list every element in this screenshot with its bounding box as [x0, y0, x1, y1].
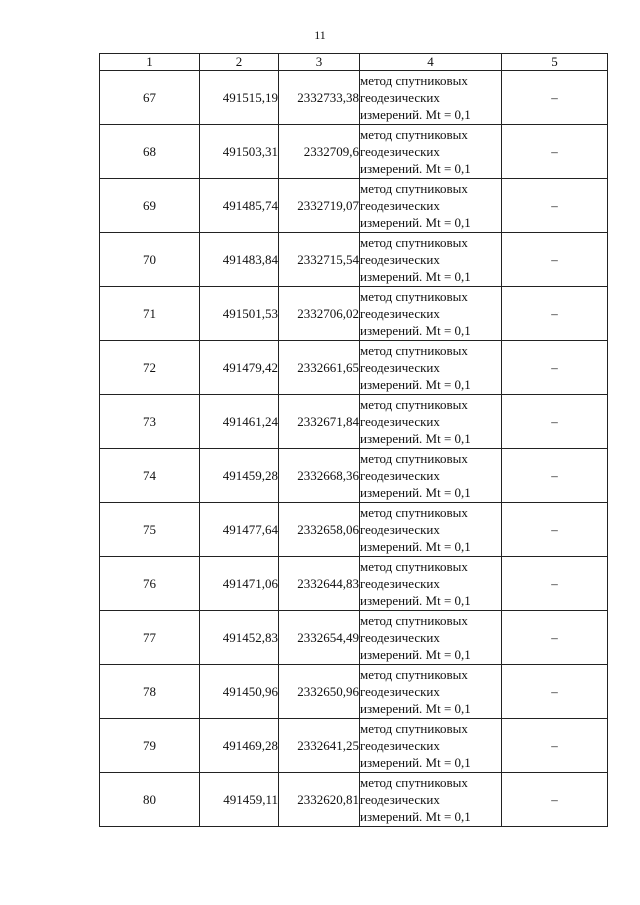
- table-row: [100, 503, 608, 557]
- x-coordinate-cell: 491459,11: [200, 773, 279, 827]
- table-row: [100, 125, 608, 179]
- x-coordinate-cell: 491485,74: [200, 179, 279, 233]
- table-row: [100, 449, 608, 503]
- method-cell: метод спутниковых геодезических измерений. Mt = 0,1: [360, 179, 502, 233]
- table-header-row: [100, 54, 608, 71]
- point-number-cell: 73: [100, 395, 200, 449]
- y-coordinate-cell: 2332706,02: [279, 287, 360, 341]
- note-cell: –: [502, 665, 608, 719]
- method-cell: метод спутниковых геодезических измерений. Mt = 0,1: [360, 503, 502, 557]
- column-header-4: 4: [360, 54, 502, 71]
- table-row: [100, 665, 608, 719]
- note-cell: –: [502, 395, 608, 449]
- method-cell: метод спутниковых геодезических измерений. Mt = 0,1: [360, 719, 502, 773]
- note-cell: –: [502, 233, 608, 287]
- table-row: [100, 557, 608, 611]
- point-number-cell: 77: [100, 611, 200, 665]
- method-cell: метод спутниковых геодезических измерений. Mt = 0,1: [360, 287, 502, 341]
- method-cell: метод спутниковых геодезических измерений. Mt = 0,1: [360, 395, 502, 449]
- note-cell: –: [502, 71, 608, 125]
- y-coordinate-cell: 2332671,84: [279, 395, 360, 449]
- method-cell: метод спутниковых геодезических измерений. Mt = 0,1: [360, 665, 502, 719]
- page-number: 11: [314, 28, 326, 42]
- table-row: [100, 71, 608, 125]
- table-row: [100, 341, 608, 395]
- point-number-cell: 74: [100, 449, 200, 503]
- y-coordinate-cell: 2332719,07: [279, 179, 360, 233]
- point-number-cell: 68: [100, 125, 200, 179]
- point-number-cell: 70: [100, 233, 200, 287]
- method-cell: метод спутниковых геодезических измерений. Mt = 0,1: [360, 233, 502, 287]
- point-number-cell: 78: [100, 665, 200, 719]
- note-cell: –: [502, 179, 608, 233]
- y-coordinate-cell: 2332658,06: [279, 503, 360, 557]
- method-cell: метод спутниковых геодезических измерений. Mt = 0,1: [360, 449, 502, 503]
- method-cell: метод спутниковых геодезических измерений. Mt = 0,1: [360, 557, 502, 611]
- y-coordinate-cell: 2332620,81: [279, 773, 360, 827]
- point-number-cell: 67: [100, 71, 200, 125]
- x-coordinate-cell: 491515,19: [200, 71, 279, 125]
- y-coordinate-cell: 2332733,38: [279, 71, 360, 125]
- column-header-5: 5: [502, 54, 608, 71]
- note-cell: –: [502, 503, 608, 557]
- point-number-cell: 72: [100, 341, 200, 395]
- y-coordinate-cell: 2332644,83: [279, 557, 360, 611]
- point-number-cell: 76: [100, 557, 200, 611]
- method-cell: метод спутниковых геодезических измерений. Mt = 0,1: [360, 611, 502, 665]
- note-cell: –: [502, 449, 608, 503]
- point-number-cell: 75: [100, 503, 200, 557]
- x-coordinate-cell: 491469,28: [200, 719, 279, 773]
- point-number-cell: 80: [100, 773, 200, 827]
- note-cell: –: [502, 341, 608, 395]
- y-coordinate-cell: 2332661,65: [279, 341, 360, 395]
- column-header-2: 2: [200, 54, 279, 71]
- note-cell: –: [502, 611, 608, 665]
- x-coordinate-cell: 491450,96: [200, 665, 279, 719]
- note-cell: –: [502, 773, 608, 827]
- table-row: [100, 611, 608, 665]
- coordinates-table: [99, 53, 608, 827]
- point-number-cell: 71: [100, 287, 200, 341]
- method-cell: метод спутниковых геодезических измерений. Mt = 0,1: [360, 773, 502, 827]
- method-cell: метод спутниковых геодезических измерений. Mt = 0,1: [360, 341, 502, 395]
- y-coordinate-cell: 2332650,96: [279, 665, 360, 719]
- table-row: [100, 233, 608, 287]
- table-body: [100, 71, 608, 827]
- table-row: [100, 179, 608, 233]
- table-row: [100, 719, 608, 773]
- table-row: [100, 395, 608, 449]
- method-cell: метод спутниковых геодезических измерений. Mt = 0,1: [360, 125, 502, 179]
- point-number-cell: 69: [100, 179, 200, 233]
- x-coordinate-cell: 491479,42: [200, 341, 279, 395]
- x-coordinate-cell: 491501,53: [200, 287, 279, 341]
- x-coordinate-cell: 491452,83: [200, 611, 279, 665]
- note-cell: –: [502, 719, 608, 773]
- table-row: [100, 773, 608, 827]
- x-coordinate-cell: 491477,64: [200, 503, 279, 557]
- note-cell: –: [502, 287, 608, 341]
- x-coordinate-cell: 491459,28: [200, 449, 279, 503]
- x-coordinate-cell: 491503,31: [200, 125, 279, 179]
- column-header-1: 1: [100, 54, 200, 71]
- point-number-cell: 79: [100, 719, 200, 773]
- y-coordinate-cell: 2332709,6: [279, 125, 360, 179]
- x-coordinate-cell: 491471,06: [200, 557, 279, 611]
- y-coordinate-cell: 2332654,49: [279, 611, 360, 665]
- x-coordinate-cell: 491483,84: [200, 233, 279, 287]
- y-coordinate-cell: 2332715,54: [279, 233, 360, 287]
- note-cell: –: [502, 557, 608, 611]
- x-coordinate-cell: 491461,24: [200, 395, 279, 449]
- table-row: [100, 287, 608, 341]
- note-cell: –: [502, 125, 608, 179]
- y-coordinate-cell: 2332668,36: [279, 449, 360, 503]
- column-header-3: 3: [279, 54, 360, 71]
- method-cell: метод спутниковых геодезических измерений. Mt = 0,1: [360, 71, 502, 125]
- y-coordinate-cell: 2332641,25: [279, 719, 360, 773]
